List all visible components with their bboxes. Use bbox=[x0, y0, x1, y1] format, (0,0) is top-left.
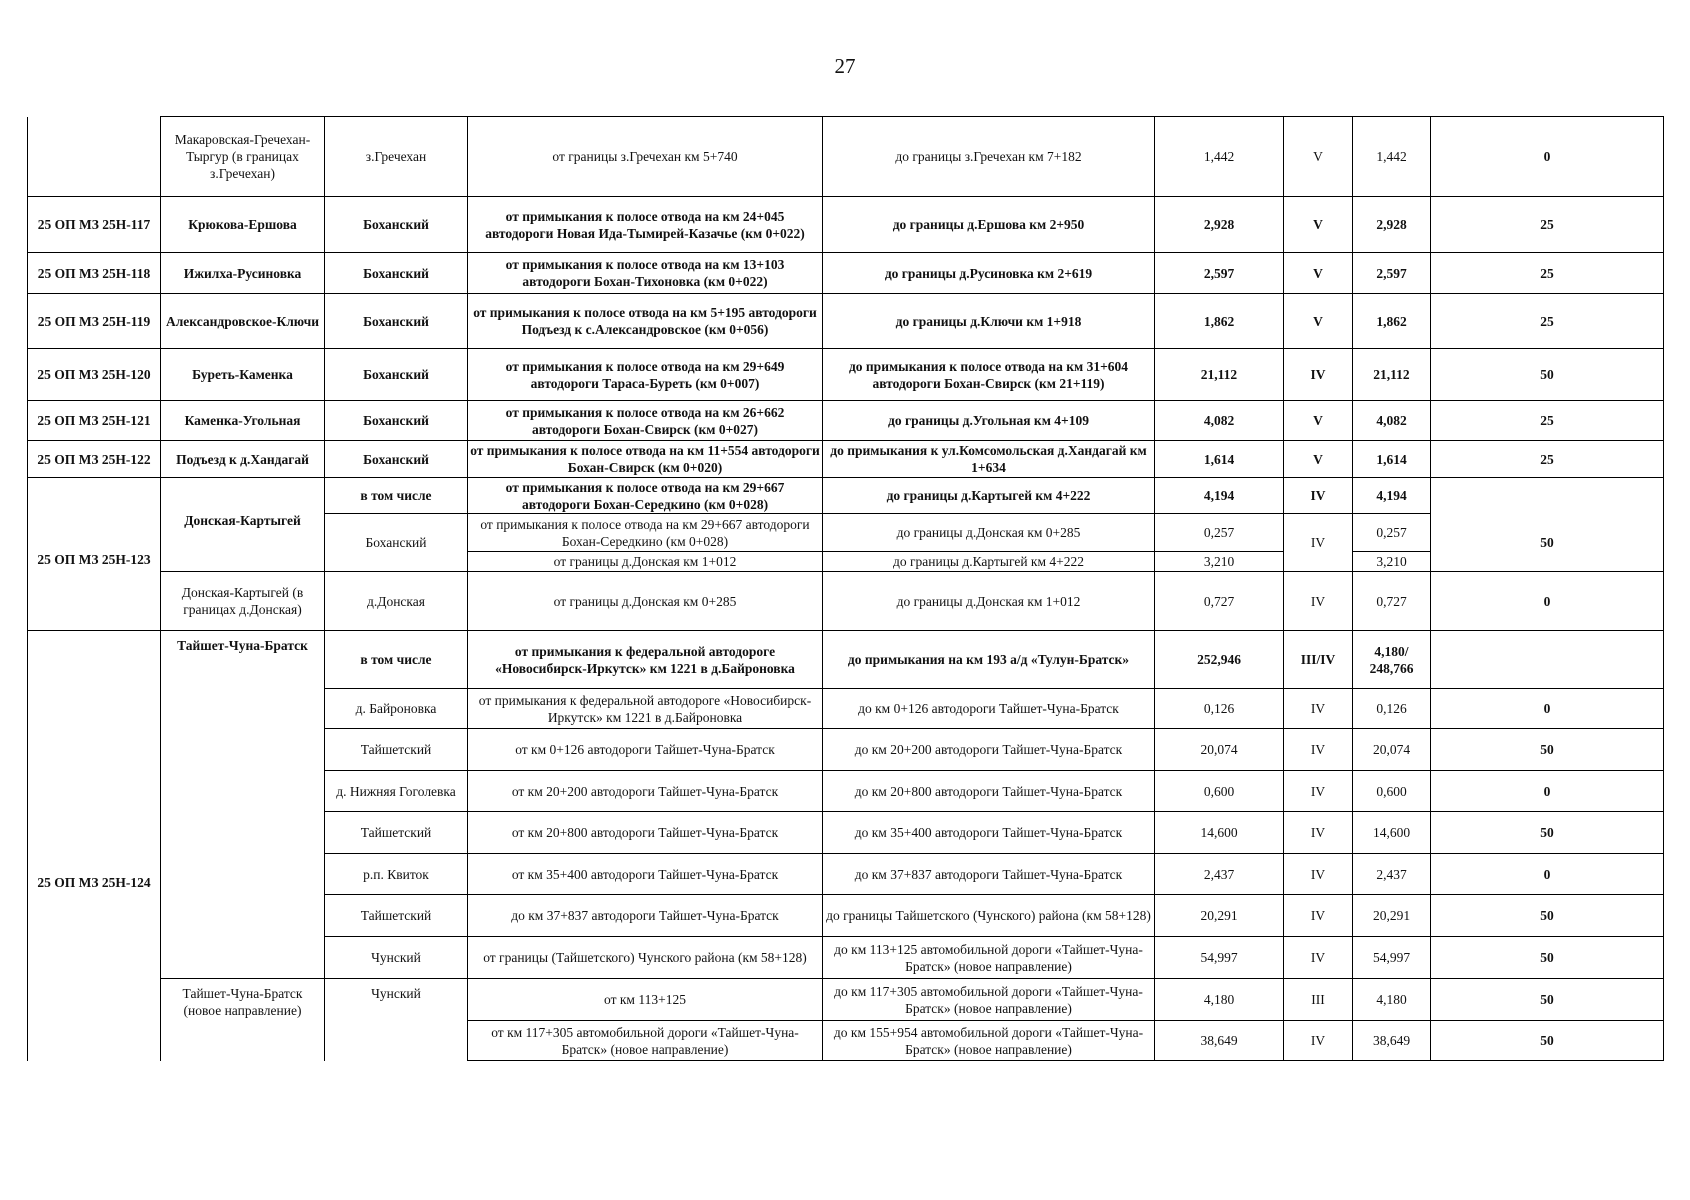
category-cell: IV bbox=[1284, 771, 1353, 812]
road-code-cell bbox=[28, 117, 161, 197]
road-name-cell: Буреть-Каменка bbox=[161, 349, 325, 401]
to-cell: до границы д.Картыгей км 4+222 bbox=[823, 552, 1155, 572]
from-cell: от примыкания к полосе отвода на км 29+667 автодороги Бохан-Середкино (км 0+028) bbox=[468, 514, 823, 552]
length2-cell: 4,180/ 248,766 bbox=[1353, 631, 1431, 689]
district-cell: Тайшетский bbox=[325, 812, 468, 854]
width-cell: 0 bbox=[1431, 689, 1664, 729]
length2-cell: 54,997 bbox=[1353, 937, 1431, 979]
length-cell: 38,649 bbox=[1155, 1021, 1284, 1061]
width-cell: 50 bbox=[1431, 349, 1664, 401]
from-cell: от примыкания к полосе отвода на км 26+662 автодороги Бохан-Свирск (км 0+027) bbox=[468, 401, 823, 441]
length-cell: 20,074 bbox=[1155, 729, 1284, 771]
category-cell: IV bbox=[1284, 689, 1353, 729]
length2-cell: 2,597 bbox=[1353, 253, 1431, 294]
width-cell: 50 bbox=[1431, 729, 1664, 771]
from-cell: от км 0+126 автодороги Тайшет-Чуна-Братск bbox=[468, 729, 823, 771]
category-cell: III/IV bbox=[1284, 631, 1353, 689]
to-cell: до км 155+954 автомобильной дороги «Тайшет-Чуна-Братск» (новое направление) bbox=[823, 1021, 1155, 1061]
length-cell: 4,082 bbox=[1155, 401, 1284, 441]
length2-cell: 1,442 bbox=[1353, 117, 1431, 197]
width-cell: 50 bbox=[1431, 979, 1664, 1021]
to-cell: до границы д.Ершова км 2+950 bbox=[823, 197, 1155, 253]
to-cell: до границы д.Донская км 1+012 bbox=[823, 572, 1155, 631]
length-cell: 4,194 bbox=[1155, 478, 1284, 514]
table-row bbox=[28, 572, 1664, 631]
width-cell: 0 bbox=[1431, 771, 1664, 812]
width-cell bbox=[1431, 478, 1664, 514]
road-name-cell: Каменка-Угольная bbox=[161, 401, 325, 441]
table-row bbox=[28, 294, 1664, 349]
from-cell: от границы д.Донская км 1+012 bbox=[468, 552, 823, 572]
district-cell: Боханский bbox=[325, 514, 468, 572]
road-name-cell: Макаровская-Гречехан-Тыргур (в границах з.Гречехан) bbox=[161, 117, 325, 197]
page-number: 27 bbox=[834, 54, 856, 78]
category-cell: IV bbox=[1284, 1021, 1353, 1061]
road-name-cell: Ижилха-Русиновка bbox=[161, 253, 325, 294]
width-cell: 50 bbox=[1431, 812, 1664, 854]
from-cell: от примыкания к федеральной автодороге «Новосибирск-Иркутск» км 1221 в д.Байроновка bbox=[468, 631, 823, 689]
category-cell: III bbox=[1284, 979, 1353, 1021]
width-cell: 25 bbox=[1431, 253, 1664, 294]
category-cell: IV bbox=[1284, 937, 1353, 979]
district-cell: д.Донская bbox=[325, 572, 468, 631]
from-cell: от примыкания к полосе отвода на км 24+045 автодороги Новая Ида-Тымирей-Казачье (км 0+022) bbox=[468, 197, 823, 253]
district-cell: Чунский bbox=[325, 937, 468, 979]
length2-cell: 0,257 bbox=[1353, 514, 1431, 552]
road-code-cell: 25 ОП МЗ 25Н-123 bbox=[28, 478, 161, 572]
from-cell: до км 37+837 автодороги Тайшет-Чуна-Братск bbox=[468, 895, 823, 937]
length-cell: 2,928 bbox=[1155, 197, 1284, 253]
district-cell: д. Нижняя Гоголевка bbox=[325, 771, 468, 812]
length2-cell: 21,112 bbox=[1353, 349, 1431, 401]
to-cell: до границы д.Донская км 0+285 bbox=[823, 514, 1155, 552]
from-cell: от км 117+305 автомобильной дороги «Тайшет-Чуна-Братск» (новое направление) bbox=[468, 1021, 823, 1061]
length2-cell: 3,210 bbox=[1353, 552, 1431, 572]
length-cell: 4,180 bbox=[1155, 979, 1284, 1021]
width-cell: 25 bbox=[1431, 401, 1664, 441]
length2-cell: 2,928 bbox=[1353, 197, 1431, 253]
road-code-cell: 25 ОП МЗ 25Н-119 bbox=[28, 294, 161, 349]
road-code-cell bbox=[28, 572, 161, 631]
road-code-cell: 25 ОП МЗ 25Н-120 bbox=[28, 349, 161, 401]
district-cell: Боханский bbox=[325, 401, 468, 441]
table-row bbox=[28, 478, 1664, 514]
to-cell: до примыкания на км 193 а/д «Тулун-Братск» bbox=[823, 631, 1155, 689]
width-cell: 25 bbox=[1431, 441, 1664, 478]
length-cell: 252,946 bbox=[1155, 631, 1284, 689]
road-name-cell: Донская-Картыгей bbox=[161, 478, 325, 572]
length2-cell: 1,862 bbox=[1353, 294, 1431, 349]
category-cell: IV bbox=[1284, 514, 1353, 572]
from-cell: от примыкания к полосе отвода на км 29+667 автодороги Бохан-Середкино (км 0+028) bbox=[468, 478, 823, 514]
category-cell: IV bbox=[1284, 729, 1353, 771]
length-cell: 1,442 bbox=[1155, 117, 1284, 197]
length-cell: 2,597 bbox=[1155, 253, 1284, 294]
to-cell: до км 35+400 автодороги Тайшет-Чуна-Братск bbox=[823, 812, 1155, 854]
width-cell: 50 bbox=[1431, 1021, 1664, 1061]
district-cell: д. Байроновка bbox=[325, 689, 468, 729]
from-cell: от границы з.Гречехан км 5+740 bbox=[468, 117, 823, 197]
from-cell: от примыкания к полосе отвода на км 29+649 автодороги Тараса-Буреть (км 0+007) bbox=[468, 349, 823, 401]
to-cell: до границы з.Гречехан км 7+182 bbox=[823, 117, 1155, 197]
table-row bbox=[28, 631, 1664, 689]
length-cell: 0,727 bbox=[1155, 572, 1284, 631]
table-row bbox=[28, 197, 1664, 253]
road-code-cell: 25 ОП МЗ 25Н-122 bbox=[28, 441, 161, 478]
road-code-cell: 25 ОП МЗ 25Н-117 bbox=[28, 197, 161, 253]
width-cell: 0 bbox=[1431, 572, 1664, 631]
district-cell: р.п. Квиток bbox=[325, 854, 468, 895]
to-cell: до границы д.Русиновка км 2+619 bbox=[823, 253, 1155, 294]
category-cell: IV bbox=[1284, 895, 1353, 937]
from-cell: от границы (Тайшетского) Чунского района (км 58+128) bbox=[468, 937, 823, 979]
length2-cell: 2,437 bbox=[1353, 854, 1431, 895]
district-cell: Боханский bbox=[325, 294, 468, 349]
category-cell: V bbox=[1284, 117, 1353, 197]
road-name-cell: Тайшет-Чуна-Братск bbox=[161, 631, 325, 979]
table-row bbox=[28, 441, 1664, 478]
table-row bbox=[28, 979, 1664, 1021]
length2-cell: 4,194 bbox=[1353, 478, 1431, 514]
from-cell: от примыкания к полосе отвода на км 5+195 автодороги Подъезд к с.Александровское (км 0+056) bbox=[468, 294, 823, 349]
to-cell: до примыкания к ул.Комсомольская д.Хандагай км 1+634 bbox=[823, 441, 1155, 478]
length2-cell: 14,600 bbox=[1353, 812, 1431, 854]
category-cell: IV bbox=[1284, 572, 1353, 631]
from-cell: от примыкания к полосе отвода на км 13+103 автодороги Бохан-Тихоновка (км 0+022) bbox=[468, 253, 823, 294]
width-cell: 25 bbox=[1431, 197, 1664, 253]
district-cell: з.Гречехан bbox=[325, 117, 468, 197]
category-cell: V bbox=[1284, 197, 1353, 253]
to-cell: до км 20+200 автодороги Тайшет-Чуна-Братск bbox=[823, 729, 1155, 771]
length2-cell: 20,291 bbox=[1353, 895, 1431, 937]
district-cell: Боханский bbox=[325, 253, 468, 294]
district-cell: Боханский bbox=[325, 441, 468, 478]
table-row bbox=[28, 401, 1664, 441]
road-name-cell: Тайшет-Чуна-Братск (новое направление) bbox=[161, 979, 325, 1061]
length-cell: 0,126 bbox=[1155, 689, 1284, 729]
width-cell: 25 bbox=[1431, 294, 1664, 349]
width-cell: 50 bbox=[1431, 895, 1664, 937]
table-row bbox=[28, 349, 1664, 401]
length-cell: 14,600 bbox=[1155, 812, 1284, 854]
category-cell: V bbox=[1284, 441, 1353, 478]
length2-cell: 0,727 bbox=[1353, 572, 1431, 631]
length2-cell: 38,649 bbox=[1353, 1021, 1431, 1061]
to-cell: до границы д.Картыгей км 4+222 bbox=[823, 478, 1155, 514]
length-cell: 0,600 bbox=[1155, 771, 1284, 812]
length-cell: 3,210 bbox=[1155, 552, 1284, 572]
road-code-cell: 25 ОП МЗ 25Н-121 bbox=[28, 401, 161, 441]
district-cell: Тайшетский bbox=[325, 895, 468, 937]
width-cell: 50 bbox=[1431, 937, 1664, 979]
district-cell: Боханский bbox=[325, 197, 468, 253]
road-name-cell: Александровское-Ключи bbox=[161, 294, 325, 349]
category-cell: IV bbox=[1284, 478, 1353, 514]
from-cell: от границы д.Донская км 0+285 bbox=[468, 572, 823, 631]
to-cell: до границы д.Угольная км 4+109 bbox=[823, 401, 1155, 441]
to-cell: до примыкания к полосе отвода на км 31+604 автодороги Бохан-Свирск (км 21+119) bbox=[823, 349, 1155, 401]
length-cell: 20,291 bbox=[1155, 895, 1284, 937]
to-cell: до км 113+125 автомобильной дороги «Тайшет-Чуна-Братск» (новое направление) bbox=[823, 937, 1155, 979]
road-name-cell: Крюкова-Ершова bbox=[161, 197, 325, 253]
district-cell: Чунский bbox=[325, 979, 468, 1061]
road-name-cell: Подъезд к д.Хандагай bbox=[161, 441, 325, 478]
length2-cell: 1,614 bbox=[1353, 441, 1431, 478]
width-cell bbox=[1431, 631, 1664, 689]
road-code-cell bbox=[28, 1021, 161, 1061]
length2-cell: 20,074 bbox=[1353, 729, 1431, 771]
from-cell: от примыкания к федеральной автодороге «Новосибирск-Иркутск» км 1221 в д.Байроновка bbox=[468, 689, 823, 729]
roads-table bbox=[27, 116, 1664, 1061]
to-cell: до км 20+800 автодороги Тайшет-Чуна-Братск bbox=[823, 771, 1155, 812]
category-cell: IV bbox=[1284, 812, 1353, 854]
length-cell: 21,112 bbox=[1155, 349, 1284, 401]
road-name-cell: Донская-Картыгей (в границах д.Донская) bbox=[161, 572, 325, 631]
category-cell: IV bbox=[1284, 854, 1353, 895]
to-cell: до км 117+305 автомобильной дороги «Тайшет-Чуна-Братск» (новое направление) bbox=[823, 979, 1155, 1021]
to-cell: до км 0+126 автодороги Тайшет-Чуна-Братск bbox=[823, 689, 1155, 729]
from-cell: от примыкания к полосе отвода на км 11+554 автодороги Бохан-Свирск (км 0+020) bbox=[468, 441, 823, 478]
to-cell: до границы д.Ключи км 1+918 bbox=[823, 294, 1155, 349]
length2-cell: 0,126 bbox=[1353, 689, 1431, 729]
road-code-cell: 25 ОП МЗ 25Н-118 bbox=[28, 253, 161, 294]
length-cell: 1,862 bbox=[1155, 294, 1284, 349]
length-cell: 0,257 bbox=[1155, 514, 1284, 552]
category-cell: IV bbox=[1284, 349, 1353, 401]
from-cell: от км 20+800 автодороги Тайшет-Чуна-Братск bbox=[468, 812, 823, 854]
from-cell: от км 113+125 bbox=[468, 979, 823, 1021]
road-code-cell bbox=[28, 979, 161, 1021]
district-cell: Боханский bbox=[325, 349, 468, 401]
category-cell: V bbox=[1284, 294, 1353, 349]
to-cell: до границы Тайшетского (Чунского) района (км 58+128) bbox=[823, 895, 1155, 937]
category-cell: V bbox=[1284, 253, 1353, 294]
district-cell: Тайшетский bbox=[325, 729, 468, 771]
length2-cell: 4,180 bbox=[1353, 979, 1431, 1021]
length-cell: 1,614 bbox=[1155, 441, 1284, 478]
width-cell: 50 bbox=[1431, 514, 1664, 572]
category-cell: V bbox=[1284, 401, 1353, 441]
length2-cell: 0,600 bbox=[1353, 771, 1431, 812]
to-cell: до км 37+837 автодороги Тайшет-Чуна-Братск bbox=[823, 854, 1155, 895]
district-cell: в том числе bbox=[325, 478, 468, 514]
length-cell: 2,437 bbox=[1155, 854, 1284, 895]
width-cell: 0 bbox=[1431, 117, 1664, 197]
width-cell: 0 bbox=[1431, 854, 1664, 895]
length2-cell: 4,082 bbox=[1353, 401, 1431, 441]
district-cell: в том числе bbox=[325, 631, 468, 689]
road-code-cell: 25 ОП МЗ 25Н-124 bbox=[28, 631, 161, 979]
from-cell: от км 20+200 автодороги Тайшет-Чуна-Братск bbox=[468, 771, 823, 812]
length-cell: 54,997 bbox=[1155, 937, 1284, 979]
table-row bbox=[28, 253, 1664, 294]
from-cell: от км 35+400 автодороги Тайшет-Чуна-Братск bbox=[468, 854, 823, 895]
table-row bbox=[28, 117, 1664, 197]
